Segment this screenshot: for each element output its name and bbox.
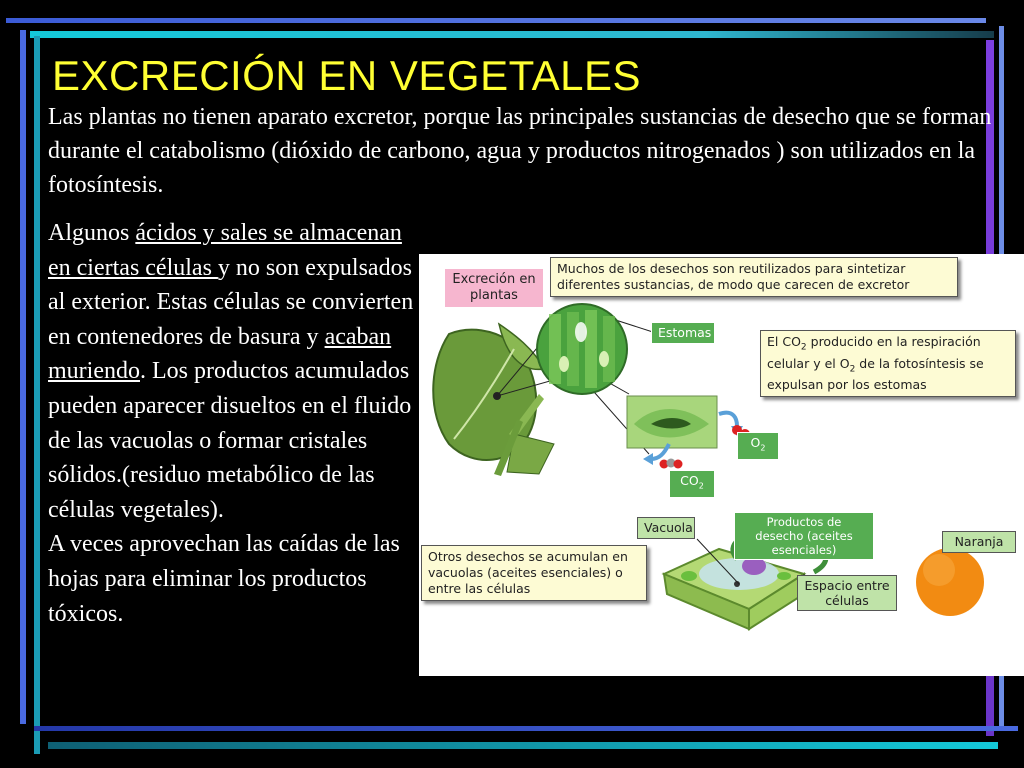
co2-molecule xyxy=(660,459,683,469)
body-text-segment: . Los productos acumulados pueden aparecer disueltos en el fluido de las vacuolas o formar cristales sólidos.(residuo metabólico de las células vegetales). xyxy=(48,358,412,523)
subscript: 2 xyxy=(800,342,807,353)
excretion-diagram xyxy=(419,254,1024,676)
label-text: O xyxy=(750,435,761,450)
underlined-phrase: ácidos y sales se almacenan en ciertas células xyxy=(48,220,402,281)
note-co2-o2 xyxy=(760,330,1016,397)
label-waste-products: Productos de desecho (aceites esenciales) xyxy=(734,512,874,560)
frame-bar-bottom-cyan xyxy=(48,742,998,749)
diagram-title-label: Excreción en plantas xyxy=(445,269,543,307)
label-estomas: Estomas xyxy=(651,322,715,344)
note-other-waste: Otros desechos se acumulan en vacuolas (aceites esenciales) o entre las células xyxy=(421,545,647,601)
stomata-magnified-view xyxy=(537,304,627,394)
label-naranja: Naranja xyxy=(942,531,1016,553)
frame-bar-top-blue xyxy=(6,18,986,23)
subscript: 2 xyxy=(849,364,856,374)
intro-paragraph: Las plantas no tienen aparato excretor, porque las principales sustancias de desecho que se forman durante el catabolismo (dióxido de carbono, agua y productos nitrogenados ) son utilizados en la fotosíntesis. xyxy=(48,104,992,198)
body-paragraph-2: A veces aprovechan las caídas de las hojas para eliminar los productos tóxicos. xyxy=(48,531,400,627)
frame-bar-bottom-blue xyxy=(34,726,1018,731)
plant-cell-illustration xyxy=(664,549,804,629)
frame-bar-left-cyan xyxy=(34,36,40,754)
body-text-segment: y no son expulsados al exterior. Estas células se convierten en contenedores de basura y xyxy=(48,254,414,350)
subscript: 2 xyxy=(698,481,704,491)
note-text: El CO xyxy=(767,334,801,349)
body-paragraph-1 xyxy=(48,216,418,527)
label-co2 xyxy=(669,470,715,498)
label-text: CO xyxy=(680,473,699,488)
orange-fruit xyxy=(916,548,984,616)
slide-title: EXCRECIÓN EN VEGETALES xyxy=(52,52,642,99)
subscript: 2 xyxy=(760,443,766,453)
label-intercellular-space: Espacio entre células xyxy=(797,575,897,611)
label-o2 xyxy=(737,432,779,460)
diagram-graphics xyxy=(419,254,1024,676)
underlined-phrase: acaban muriendo xyxy=(48,323,392,385)
stoma-closeup xyxy=(627,396,717,448)
note-text: de la fotosíntesis se expulsan por los estomas xyxy=(767,355,984,392)
note-text: producido en la respiración celular y el O xyxy=(767,334,981,371)
label-vacuola: Vacuola xyxy=(637,517,695,539)
body-text xyxy=(48,216,418,631)
note-reused-waste: Muchos de los desechos son reutilizados para sintetizar diferentes sustancias, de modo que carecen de excretor xyxy=(550,257,958,297)
frame-bar-top-cyan xyxy=(30,31,994,38)
body-text-segment: Algunos xyxy=(48,220,136,246)
leaf-illustration xyxy=(433,324,554,476)
frame-bar-left-blue xyxy=(20,30,26,724)
